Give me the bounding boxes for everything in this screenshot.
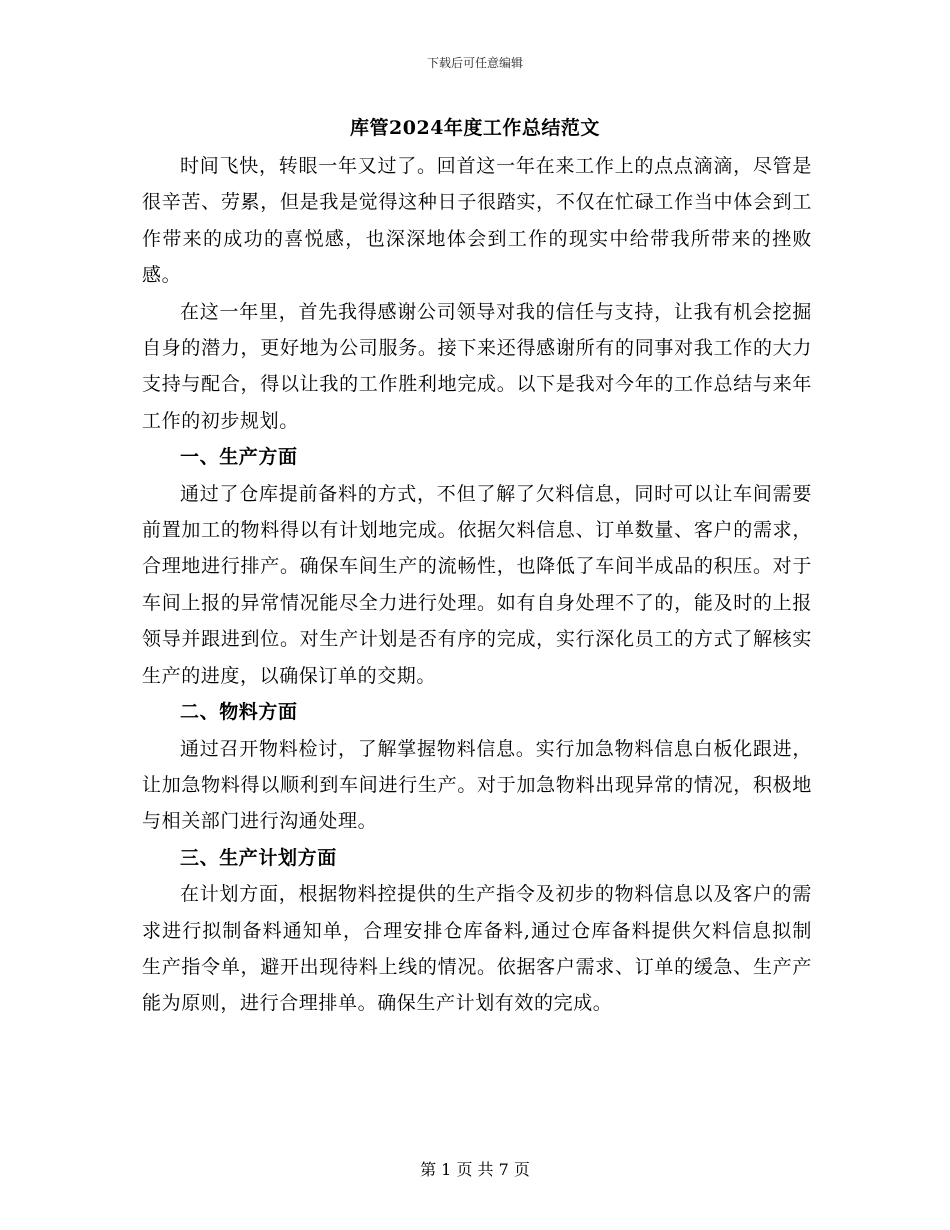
section-heading-production: 一、生产方面 <box>180 446 298 469</box>
page-header-note: 下载后可任意编辑 <box>426 56 523 70</box>
section-body-production: 通过了仓库提前备料的方式，不但了解了欠料信息，同时可以让车间需要前置加工的物料得以有计划地完成。依据欠料信息、订单数量、客户的需求，合理地进行排产。确保车间生产的流畅性，也降低了车间半成品的积压。对于车间上报的异常情况能尽全力进行处理。如有自身处理不了的，能及时的上报领导并跟进到位。对生产计划是否有序的完成，实行深化员工的方式了解核实生产的进度，以确保订单的交期。 <box>142 482 812 687</box>
document-body <box>142 148 812 1022</box>
section-heading-materials: 二、物料方面 <box>180 701 298 724</box>
document-title: 库管2024年度工作总结范文 <box>350 117 600 139</box>
section-body-materials: 通过召开物料检讨，了解掌握物料信息。实行加急物料信息白板化跟进，让加急物料得以顺利到车间进行生产。对于加急物料出现异常的情况，积极地与相关部门进行沟通处理。 <box>142 737 812 833</box>
intro-paragraph-1: 时间飞快，转眼一年又过了。回首这一年在来工作上的点点滴滴，尽管是很辛苦、劳累，但是我是觉得这种日子很踏实，不仅在忙碌工作当中体会到工作带来的成功的喜悦感，也深深地体会到工作的现实中给带我所带来的挫败感。 <box>142 155 812 287</box>
page-number-footer: 第 1 页 共 7 页 <box>420 1160 530 1179</box>
section-body-planning: 在计划方面，根据物料控提供的生产指令及初步的物料信息以及客户的需求进行拟制备料通知单，合理安排仓库备料,通过仓库备料提供欠料信息拟制生产指令单，避开出现待料上线的情况。依据客户需求、订单的缓急、生产产能为原则，进行合理排单。确保生产计划有效的完成。 <box>142 883 812 1015</box>
section-heading-planning: 三、生产计划方面 <box>180 846 337 869</box>
intro-paragraph-2: 在这一年里，首先我得感谢公司领导对我的信任与支持，让我有机会挖掘自身的潜力，更好地为公司服务。接下来还得感谢所有的同事对我工作的大力支持与配合，得以让我的工作胜利地完成。以下是我对今年的工作总结与来年工作的初步规划。 <box>142 300 812 432</box>
